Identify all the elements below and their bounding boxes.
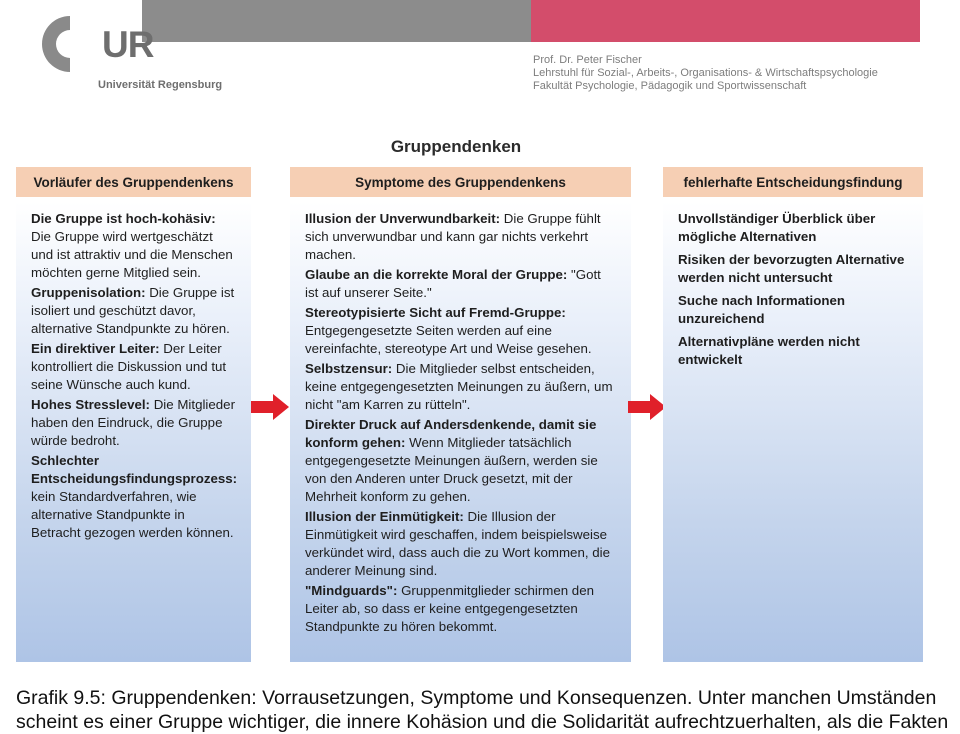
arrow-right-icon — [628, 394, 666, 420]
item-text: Die Mitglieder haben den Eindruck, die Gruppe würde bedroht. — [31, 397, 235, 448]
list-item — [31, 210, 237, 282]
column-antecedents — [16, 167, 251, 662]
item-term: Die Gruppe ist hoch-kohäsiv: — [31, 211, 216, 226]
item-text: Wenn Mitglieder tatsächlich entgegengesetzte Meinungen äußern, werden sie von den Anderen unter Druck gesetzt, mit der Mehrheit konform zu gehen. — [305, 435, 598, 504]
item-text: Der Leiter kontrolliert die Diskussion und tut seine Wünsche auch kund. — [31, 341, 227, 392]
item-term: Ein direktiver Leiter: — [31, 341, 160, 356]
prof-faculty: Fakultät Psychologie, Pädagogik und Sportwissenschaft — [533, 80, 807, 92]
column-heading: fehlerhafte Entscheidungsfindung — [663, 167, 923, 198]
item-term: "Mindguards": — [305, 583, 398, 598]
list-item: Alternativpläne werden nicht entwickelt — [678, 334, 860, 367]
prof-name: Prof. Dr. Peter Fischer — [533, 54, 642, 66]
caption-line: scheint es einer Gruppe wichtiger, die innere Kohäsion und die Solidarität aufrechtzuerhalten, als die Fakten — [16, 711, 949, 733]
item-text: Entgegengesetzte Seiten werden auf eine vereinfachte, stereotype Art und Weise gesehen. — [305, 323, 592, 356]
column-heading: Symptome des Gruppendenkens — [290, 167, 631, 198]
item-term: Schlechter Entscheidungsfindungsprozess: — [31, 453, 238, 486]
figure-caption — [16, 686, 949, 734]
list-item — [305, 582, 617, 636]
item-term: Stereotypisierte Sicht auf Fremd-Gruppe: — [305, 305, 566, 320]
list-item — [31, 396, 237, 450]
item-term: Hohes Stresslevel: — [31, 397, 150, 412]
list-item: Unvollständiger Überblick über mögliche Alternativen — [678, 211, 876, 244]
item-text: Die Gruppe wird wertgeschätzt und ist attraktiv und die Menschen möchten gerne Mitglied sein. — [31, 229, 233, 280]
list-item — [31, 284, 237, 338]
logo-letters: UR — [102, 24, 154, 65]
list-item — [31, 340, 237, 394]
column-consequences — [663, 167, 923, 662]
list-item — [305, 210, 617, 264]
arrow-right-icon — [251, 394, 289, 420]
item-text: Die Illusion der Einmütigkeit wird geschaffen, indem beispielsweise verkündet wird, dass auch die zu Wort kommen, die anderer Meinung sind. — [305, 509, 610, 578]
item-term: Selbstzensur: — [305, 361, 393, 376]
column-body — [663, 202, 923, 662]
item-term: Illusion der Unverwundbarkeit: — [305, 211, 501, 226]
item-text: Die Gruppe ist isoliert und geschützt davor, alternative Standpunkte zu hören. — [31, 285, 235, 336]
item-text: Die Gruppe fühlt sich unverwundbar und kann gar nichts verkehrt machen. — [305, 211, 601, 262]
list-item — [305, 416, 617, 506]
list-item — [31, 452, 237, 542]
item-term: Glaube an die korrekte Moral der Gruppe: — [305, 267, 568, 282]
list-item — [305, 360, 617, 414]
item-term: Direkter Druck auf Andersdenkende, damit sie konform gehen: — [305, 417, 597, 450]
item-term: Gruppenisolation: — [31, 285, 146, 300]
prof-chair: Lehrstuhl für Sozial-, Arbeits-, Organisations- & Wirtschaftspsychologie — [533, 67, 878, 79]
professor-info — [533, 54, 878, 93]
column-body — [16, 202, 251, 662]
figure-title: Gruppendenken — [390, 137, 522, 156]
column-symptoms — [290, 167, 631, 662]
item-text: kein Standardverfahren, wie alternative Standpunkte in Betracht gezogen werden können. — [31, 489, 234, 540]
item-text: Gruppenmitglieder schirmen den Leiter ab, so dass er keine entgegengesetzten Standpunkte zu hören bekommt. — [305, 583, 594, 634]
list-item: Suche nach Informationen unzureichend — [678, 293, 845, 326]
column-body — [290, 202, 631, 662]
caption-line: Grafik 9.5: Gruppendenken: Vorrausetzungen, Symptome und Konsequenzen. Unter manchen Umständen — [16, 687, 937, 709]
item-text: "Gott ist auf unserer Seite." — [305, 267, 601, 300]
logo-circle-icon — [40, 12, 100, 76]
university-name: Universität Regensburg — [98, 79, 223, 91]
list-item — [305, 304, 617, 358]
list-item — [305, 508, 617, 580]
university-logo — [40, 12, 240, 96]
list-item — [305, 266, 617, 302]
item-term: Illusion der Einmütigkeit: — [305, 509, 464, 524]
header-bar-red — [531, 0, 920, 42]
list-item: Risiken der bevorzugten Alternative werden nicht untersucht — [678, 252, 905, 285]
item-text: Die Mitglieder selbst entscheiden, keine entgegengesetzten Meinungen zu äußern, um nicht "am Karren zu rütteln". — [305, 361, 613, 412]
column-heading: Vorläufer des Gruppendenkens — [16, 167, 251, 198]
